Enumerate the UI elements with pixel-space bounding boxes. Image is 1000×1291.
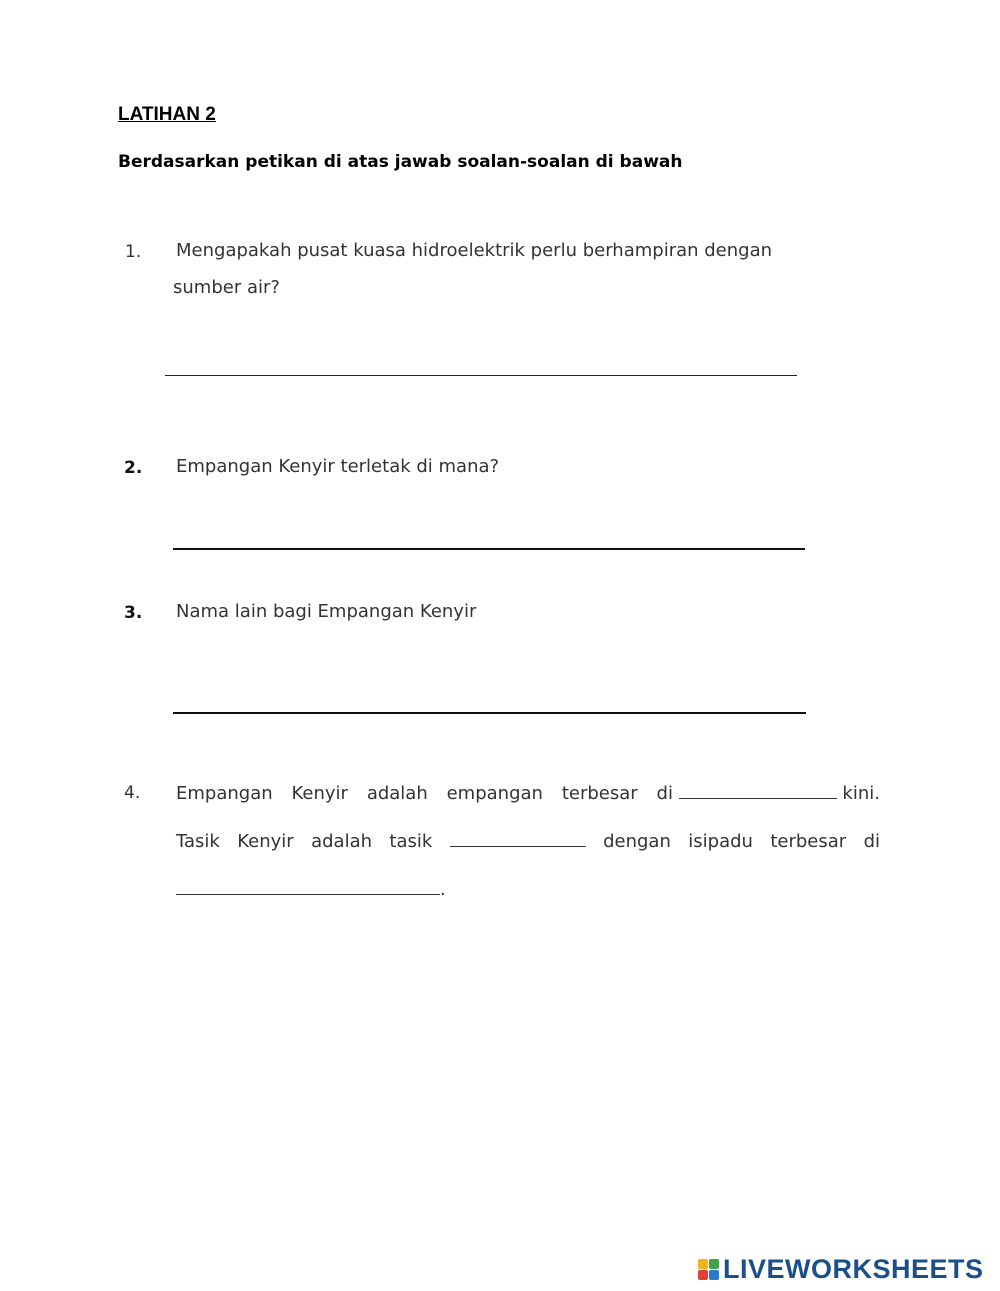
worksheet-title: LATIHAN 2 (118, 104, 216, 125)
q4-word: di (656, 783, 673, 804)
q4-period: . (440, 879, 446, 900)
logo-block (709, 1259, 719, 1269)
q4-word: dengan (603, 831, 671, 852)
liveworksheets-logo (698, 1254, 984, 1285)
q4-word: empangan (446, 783, 543, 804)
logo-block (709, 1270, 719, 1280)
q4-word: kini. (842, 783, 880, 804)
question-3-text: Nama lain bagi Empangan Kenyir (176, 601, 477, 622)
question-1-text-line1: Mengapakah pusat kuasa hidroelektrik perlu berhampiran dengan (176, 240, 773, 261)
question-2-text: Empangan Kenyir terletak di mana? (176, 456, 500, 477)
q4-word: Tasik (176, 831, 220, 852)
q4-word: isipadu (688, 831, 753, 852)
q4-word: terbesar (561, 783, 638, 804)
question-2-number: 2. (124, 458, 143, 478)
logo-blocks-icon (698, 1259, 719, 1280)
question-3-number: 3. (124, 603, 143, 623)
q4-word: Kenyir (237, 831, 294, 852)
q4-word: tasik (389, 831, 433, 852)
question-3-answer-line[interactable] (173, 712, 806, 714)
q4-word: adalah (311, 831, 373, 852)
logo-text: LIVEWORKSHEETS (723, 1254, 984, 1284)
question-1-text-line2: sumber air? (173, 277, 280, 298)
question-4-number: 4. (124, 783, 141, 803)
question-2-answer-line[interactable] (173, 548, 805, 550)
instruction-text: Berdasarkan petikan di atas jawab soalan-soalan di bawah (118, 152, 683, 172)
question-4-paragraph (176, 780, 880, 924)
q4-word: di (863, 831, 880, 852)
q4-word: adalah (366, 783, 428, 804)
question-1-answer-line[interactable] (165, 375, 797, 376)
q4-word: Empangan (176, 783, 273, 804)
q4-word: terbesar (770, 831, 847, 852)
question-1-number: 1. (125, 242, 142, 262)
question-4-row-2 (176, 828, 880, 876)
logo-block (698, 1259, 708, 1269)
question-4-row-1 (176, 780, 880, 828)
q4-word: Kenyir (291, 783, 348, 804)
logo-block (698, 1270, 708, 1280)
blank-2[interactable] (450, 828, 586, 847)
blank-3[interactable] (176, 876, 440, 895)
question-4-row-3 (176, 876, 880, 924)
blank-1[interactable] (679, 780, 837, 799)
